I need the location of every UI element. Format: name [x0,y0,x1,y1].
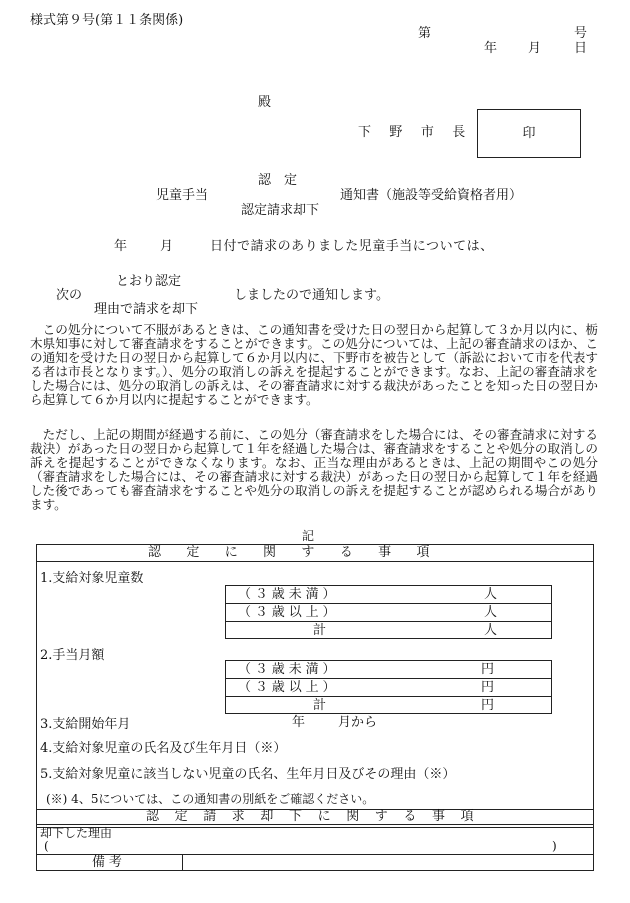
certification-header: 認定に関する事項 [148,545,455,560]
item1-label: 1.支給対象児童数 [40,571,144,586]
number-prefix: 第 [418,26,432,41]
seal-box [477,109,581,158]
title-option-rejected: 認定請求却下 [241,203,320,218]
number-suffix: 号 [574,26,588,41]
title-suffix: 通知書（施設等受給資格者用） [340,188,523,203]
item4-label: 4.支給対象児童の氏名及び生年月日（※） [40,741,287,756]
certification-header-divider [36,561,594,562]
reason-close-paren: ) [552,839,557,853]
item2-label: 2.手当月額 [40,648,105,663]
certification-footnote: (※) 4、5については、この通知書の別紙をご確認ください。 [46,792,375,806]
allowance-row-divider [225,678,552,679]
notice-paragraph-1: この処分について不服があるときは、この通知書を受けた日の翌日から起算して３か月以内に、栃木県知事に対して審査請求をすることができます。この処分については、上記の審査請求のほか、この通知を受けた日の翌日から起算して６か月以内に、下野市を被告として（訴訟において市を代表する者は市長となります。）、処分の取消しの訴えを提起することができます。なお、上記の審査請求をした場合には、処分の取消しの訴えは、その審査請求に対する裁決があったことを知った日の翌日から起算して６か月以内に提起することができます。 [30,322,598,408]
intro-year: 年 [114,239,128,254]
form-label: 様式第９号(第１１条関係) [30,13,184,28]
child-count-row-divider [225,621,552,622]
rejection-reason-label: 却下した理由 [40,826,113,840]
child-count-total-label: 計 [313,623,327,638]
title-prefix: 児童手当 [156,188,209,203]
item3-label: 3.支給開始年月 [40,717,131,732]
item5-label: 5.支給対象児童に該当しない児童の氏名、生年月日及びその理由（※） [40,767,456,782]
rejection-header-divider [36,824,594,825]
decision-suffix: しましたので通知します。 [234,288,389,303]
remarks-label: 備考 [92,855,126,870]
child-count-over3-unit: 人 [484,605,498,620]
child-count-row-divider [225,603,552,604]
notice-paragraph-2: ただし、上記の期間が経過する前に、この処分（審査請求をした場合には、その審査請求に対する裁決）があった日の翌日から起算して１年を経過した場合は、審査請求をすることや処分の取消しの訴えを提起することができなくなります。なお、正当な理由があるときは、上記の期間やこの処分（審査請求をした場合には、その審査請求に対する裁決）があった日の翌日から起算して１年を経過した後であっても審査請求をすることや処分の取消しの訴えを提起することが認められる場合があります。 [30,427,598,513]
decision-option-rejected: 理由で請求を却下 [94,302,199,317]
allowance-over3-unit: 円 [481,680,495,695]
child-count-total-unit: 人 [484,623,498,638]
allowance-over3-label: （３歳以上） [238,680,340,695]
title-option-certified: 認 定 [258,173,298,188]
allowance-under3-unit: 円 [481,662,495,677]
decision-option-certified: とおり認定 [116,274,182,289]
reason-open-paren: ( [44,839,49,853]
intro-month: 月 [160,239,174,254]
decision-prefix: 次の [56,288,83,303]
allowance-total-label: 計 [313,698,327,713]
allowance-total-unit: 円 [481,698,495,713]
remarks-column-divider [182,854,183,870]
date-year: 年 [484,41,498,56]
item3-month: 月から [338,715,378,730]
intro-text: 日付で請求のありました児童手当については、 [210,239,494,254]
ki-label: 記 [302,529,315,543]
date-day: 日 [574,41,588,56]
allowance-row-divider [225,696,552,697]
child-count-under3-unit: 人 [484,587,498,602]
allowance-under3-label: （３歳未満） [238,662,340,677]
rejection-header: 認定請求却下に関する事項 [146,809,490,824]
addressee-honorific: 殿 [258,95,272,110]
issuer-name: 下 野 市 長 [358,125,473,140]
date-month: 月 [528,41,542,56]
child-count-over3-label: （３歳以上） [238,605,340,620]
item3-year: 年 [292,715,306,730]
child-count-under3-label: （３歳未満） [238,587,340,602]
seal-label: 印 [522,126,536,141]
